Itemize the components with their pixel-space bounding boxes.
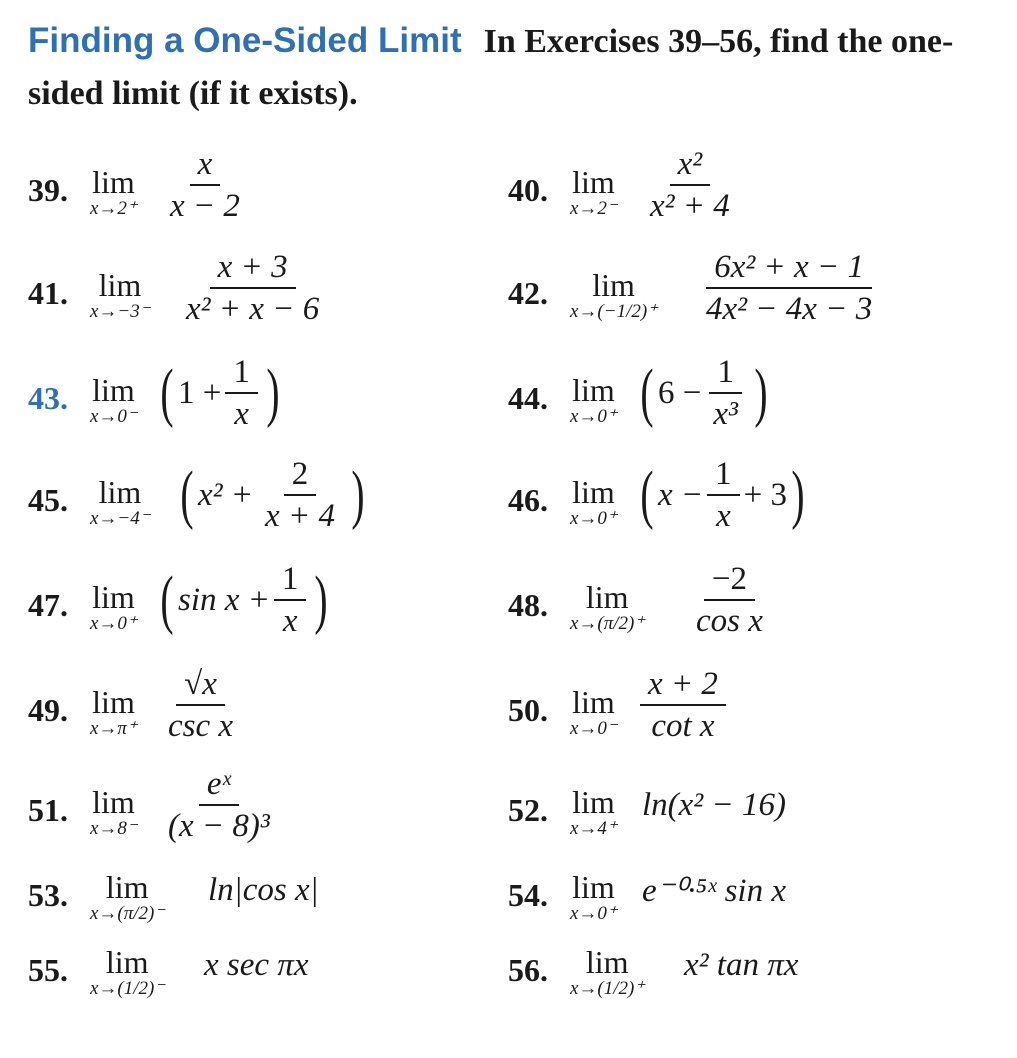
exercise-number: 40. [508, 172, 548, 208]
limit-operator: lim x→2⁻ [570, 164, 617, 219]
section-topic: Finding a One-Sided Limit [28, 21, 462, 60]
exercise-number: 39. [28, 172, 68, 208]
limit-expression: ( x − $\frac{1}{x}$ + 3 ) [640, 456, 805, 534]
limit-operator: lim x→−3⁻ [90, 267, 150, 322]
limit-expression: ( 6 − $\frac{1}{\text{x³}}$ ) [640, 354, 768, 432]
limit-operator: lim x→0⁺ [90, 579, 137, 634]
limit-expression: $\frac{x + 2}{\text{cot x}}$ [636, 660, 730, 750]
exercise-heading [28, 18, 993, 123]
exercise-number: 48. [508, 587, 548, 623]
limit-expression: e⁻⁰·⁵ˣ sin x [642, 873, 786, 909]
limit-expression: ln(x² − 16) [642, 786, 786, 823]
limit-operator: lim x→8⁻ [90, 784, 137, 839]
exercise-number: 51. [28, 792, 68, 828]
limit-operator: lim x→(−1/2)⁺ [570, 267, 658, 322]
limit-expression: x sec πx [204, 946, 309, 983]
exercise-number: 52. [508, 792, 548, 828]
limit-operator: lim x→π⁺ [90, 684, 137, 739]
limit-operator: lim x→−4⁻ [90, 474, 150, 529]
limit-operator: lim x→(π/2)⁻ [90, 869, 165, 924]
limit-expression: ( 1 + $\frac{1}{x}$ ) [160, 354, 280, 432]
limit-expression: $\frac{\text{eˣ}}{\text{(x − 8)³}}$ [168, 766, 270, 844]
limit-expression: $\frac{-2}{\text{cos x}}$ [696, 561, 763, 639]
exercise-number: 50. [508, 692, 548, 728]
expression-text-list [0, 1050, 1, 1051]
exercise-number: 56. [508, 952, 548, 988]
limit-operator: lim x→0⁻ [90, 372, 137, 427]
exercise-number: 45. [28, 482, 68, 518]
limit-expression: $\frac{x + 3}{\text{x² + x − 6}}$ [186, 249, 320, 327]
exercise-number: 47. [28, 587, 68, 623]
exercise-number: 41. [28, 275, 68, 311]
exercise-number: 46. [508, 482, 548, 518]
exercise-number: 42. [508, 275, 548, 311]
exercise-number: 49. [28, 692, 68, 728]
limit-expression: $\frac{x}{x - 2}$ [170, 146, 240, 224]
limit-operator: lim x→2⁺ [90, 164, 137, 219]
limit-operator: lim x→(1/2)⁺ [570, 944, 645, 999]
exercise-number: 43. [28, 380, 68, 416]
limit-expression: $\frac{√x}{\text{csc x}}$ [168, 666, 234, 744]
exercise-number: 53. [28, 877, 68, 913]
limit-operator: lim x→(π/2)⁺ [570, 579, 645, 634]
limit-expression: x² tan πx [684, 946, 799, 983]
limit-operator: lim x→0⁺ [570, 372, 617, 427]
exercise-number: 44. [508, 380, 548, 416]
limit-operator: lim x→0⁺ [570, 869, 617, 924]
exercise-number: 55. [28, 952, 68, 988]
limit-expression: ln|cos x| [208, 871, 319, 908]
limit-operator: lim x→(1/2)⁻ [90, 944, 165, 999]
exercise-number: 54. [508, 877, 548, 913]
limit-expression: $\frac{\text{x²}}{\text{x² + 4}}$ [650, 146, 730, 224]
section-instruction: In Exercises 39–56, find the one-sided limit (if it exists). [28, 23, 954, 112]
limit-operator: lim x→4⁺ [570, 784, 617, 839]
limit-operator: lim x→0⁻ [570, 684, 617, 739]
limit-expression: ( sin x + $\frac{1}{x}$ ) [160, 561, 329, 639]
limit-expression: $\frac{\text{6x² + x − 1}}{\text{4x² − 4x − 3}}$ [706, 249, 873, 327]
limit-expression: ( x² + $\frac{2}{x + 4}$ ) [180, 456, 365, 534]
limit-operator: lim x→0⁺ [570, 474, 617, 529]
